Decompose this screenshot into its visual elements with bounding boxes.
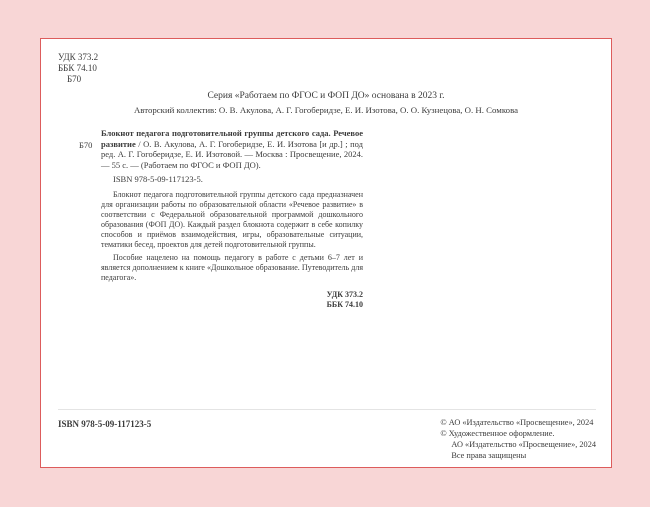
page-sheet <box>40 38 612 468</box>
copyright-block <box>440 417 596 461</box>
isbn-line: ISBN 978-5-09-117123-5. <box>113 174 203 184</box>
footer-divider <box>58 409 596 410</box>
annotation-paragraph-1: Блокнот педагога подготовительной группы детского сада предназначен для организации работы по образовательной области «Речевое развитие» в соответствии с Федеральной образовательной программой дошкольного образования (ФОП ДО). Каждый раздел блокнота содержит в себе копилку способов и приёмов взаимодействия, игры, образовательные ситуации, тематики бесед, проектов для детей подготовительной группы. <box>101 189 363 249</box>
authors-line: Авторский коллектив: О. В. Акулова, А. Г. Гогоберидзе, Е. И. Изотова, О. О. Кузнецова, О. Н. Сомкова <box>133 105 519 115</box>
bbk-code-bottom: ББК 74.10 <box>326 299 363 309</box>
imprint-text-column <box>101 128 363 310</box>
classification-codes-top <box>58 52 98 85</box>
footer-isbn: ISBN 978-5-09-117123-5 <box>58 419 152 429</box>
bibliographic-details: / О. В. Акулова, А. Г. Гогоберидзе, Е. И. Изотова [и др.] ; под ред. А. Г. Гогоберидзе, Е. И. Изотовой. — Москва : Просвещение, 2024. — 55 с. — (Работаем по ФГОС и ФОП ДО). <box>101 138 363 170</box>
book-title: Блокнот педагога подготовительной группы детского сада. Речевое развитие <box>101 128 363 149</box>
bbk-code-top: ББК 74.10 <box>58 63 97 73</box>
annotation-paragraph-2: Пособие нацелено на помощь педагогу в работе с детьми 6–7 лет и является дополнением к книге «Дошкольное образование. Путеводитель для педагога». <box>101 252 363 282</box>
copyright-line-4: Все права защищены <box>451 451 527 460</box>
author-sign-code-top: Б70 <box>67 74 82 84</box>
annotation <box>101 190 363 283</box>
copyright-line-2: © Художественное оформление. <box>440 429 555 438</box>
udk-code-top: УДК 373.2 <box>58 52 99 62</box>
copyright-line-1: © АО «Издательство «Просвещение», 2024 <box>440 418 594 427</box>
series-line: Серия «Работаем по ФГОС и ФОП ДО» основана в 2023 г. <box>207 91 445 101</box>
entry-author-sign-code: Б70 <box>79 140 93 150</box>
copyright-line-3: АО «Издательство «Просвещение», 2024 <box>451 440 596 449</box>
classification-codes-bottom <box>101 290 363 310</box>
udk-code-bottom: УДК 373.2 <box>326 289 363 299</box>
bibliographic-entry <box>101 128 363 170</box>
